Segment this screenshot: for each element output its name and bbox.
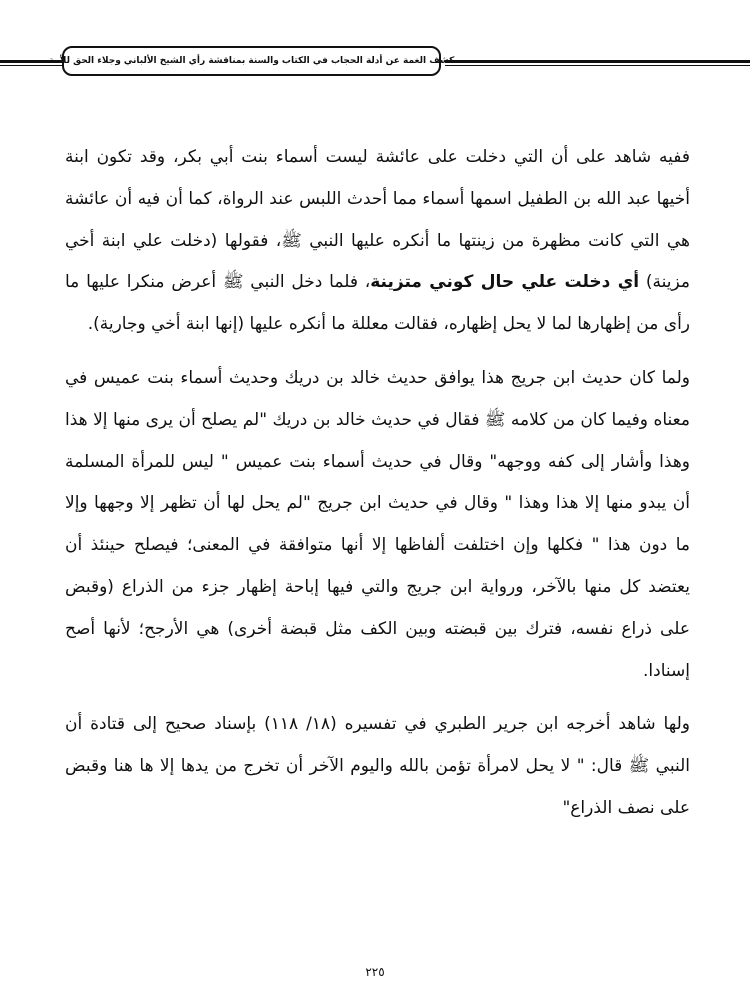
running-header bbox=[0, 46, 750, 80]
paragraph-1-text-b: ، فلما دخل النبي ﷺ أعرض منكرا عليها ما رأى من إظهارها لما لا يحل إظهاره، فقالت معللة ما أنكره عليها (إنها ابنة أخي وجارية). bbox=[65, 272, 690, 335]
paragraph-3-text: ولها شاهد أخرجه ابن جرير الطبري في تفسيره (١٨/ ١١٨) بإسناد صحيح إلى قتادة أن النبي ﷺ قال: " لا يحل لامرأة تؤمن بالله واليوم الآخر أن تخرج من يدها إلا ها هنا وقبض على نصف الذراع" bbox=[65, 714, 690, 818]
paragraph-1-text-a: ففيه شاهد على أن التي دخلت على عائشة ليست أسماء بنت أبي بكر، وقد تكون ابنة أخيها عبد الله بن الطفيل اسمها أسماء مما أحدث اللبس عند الرواة، كما أن فيه أن عائشة هي التي كانت مظهرة من زينتها ما أنكره عليها النبي ﷺ، فقولها (دخلت علي ابنة أخي مزينة) bbox=[65, 147, 691, 293]
page-number: ٢٢٥ bbox=[365, 965, 385, 979]
paragraph-3 bbox=[65, 704, 690, 829]
paragraph-1-bold-phrase: أي دخلت علي حال كوني متزينة bbox=[370, 272, 640, 293]
paragraph-1 bbox=[65, 137, 690, 346]
paragraph-2 bbox=[65, 358, 690, 692]
header-rule-right-thin bbox=[445, 65, 750, 66]
page-body bbox=[65, 137, 690, 830]
paragraph-2-text: ولما كان حديث ابن جريج هذا يوافق حديث خالد بن دريك وحديث أسماء بنت عميس في معناه وفيما كان من كلامه ﷺ فقال في حديث خالد بن دريك "لم يصلح أن يرى منها إلا هذا وهذا وأشار إلى كفه ووجهه" وقال في حديث أسماء بنت عميس " ليس للمرأة المسلمة أن يبدو منها إلا هذا وهذا " وقال في حديث ابن جريج "لم يحل لها أن تظهر إلا وجهها وإلا ما دون هذا " فكلها وإن اختلفت ألفاظها إلا أنها متوافقة في المعنى؛ فيصلح حينئذ أن يعتضد كل منها بالآخر، ورواية ابن جريج والتي فيها إباحة إظهار جزء من الذراع (وقبض على ذراع نفسه، فترك بين قبضته وبين الكف مثل قبضة أخرى) هي الأرجح؛ لأنها أصح إسنادا. bbox=[65, 367, 690, 681]
header-title: كشف الغمة عن أدلة الحجاب في الكتاب والسنة بمناقشة رأي الشيخ الألباني وجلاء الحق للأمة bbox=[48, 56, 455, 66]
header-title-box bbox=[48, 46, 455, 76]
header-rule-right-thick bbox=[445, 60, 750, 63]
